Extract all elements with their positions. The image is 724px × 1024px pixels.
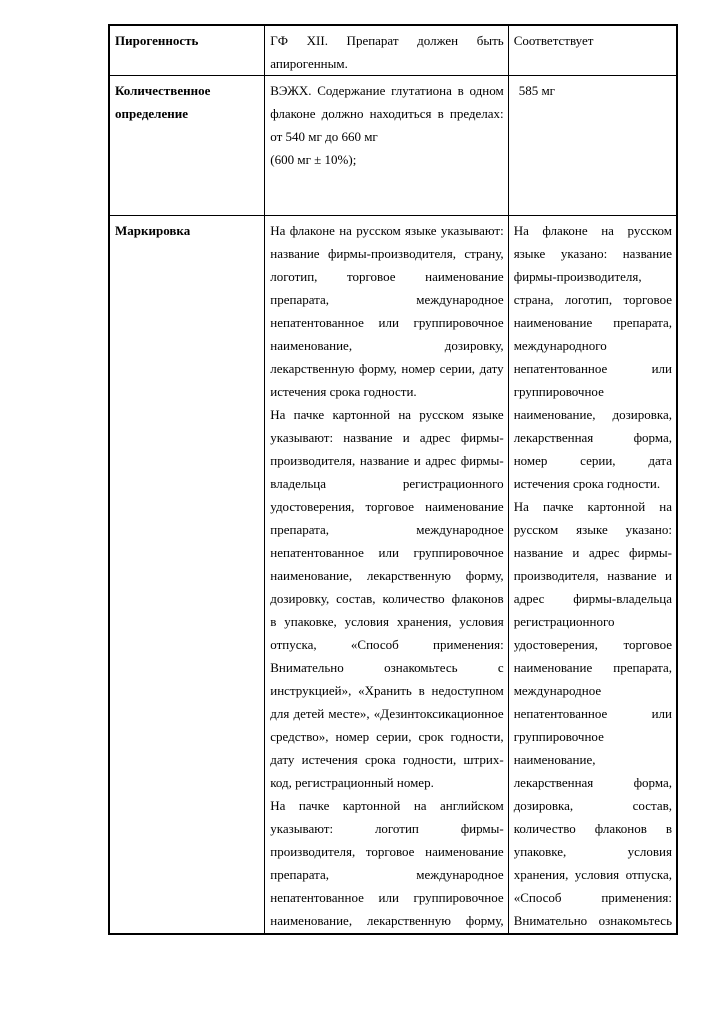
- text-line: производителя, название и адрес фирмы-: [270, 453, 504, 468]
- text-line: препарата, международное: [270, 867, 504, 882]
- text-line: непатентованное или группировочное: [270, 315, 504, 330]
- text-line: количество флаконов в: [513, 821, 672, 836]
- text-line: непатентованное или группировочное: [270, 890, 504, 905]
- text-line: наименование препарата,: [513, 315, 672, 330]
- parameter-name: Маркировка: [109, 216, 265, 934]
- text-line: регистрационного: [513, 614, 615, 629]
- text-line: наименование, лекарственную форму,: [270, 568, 504, 583]
- text-line: наименование, лекарственную форму,: [270, 913, 504, 928]
- text-line: указывают: логотип фирмы-: [270, 821, 504, 836]
- text-line: истечения срока годности.: [270, 384, 417, 399]
- text-line: дозировку, состав, количество флаконов: [270, 591, 504, 606]
- text-line: (600 мг ± 10%);: [270, 152, 357, 167]
- text-line: для детей месте», «Дезинтоксикационное: [270, 706, 504, 721]
- text-line: На флаконе на русском: [513, 223, 672, 238]
- text-line: указывают: название и адрес фирмы-: [270, 430, 504, 445]
- text-line: ВЭЖХ. Содержание глутатиона в одном: [270, 83, 504, 98]
- requirement-text: [265, 76, 508, 216]
- text-line: наименование,: [513, 752, 596, 767]
- text-line: владельца регистрационного: [270, 476, 504, 491]
- text-line: непатентованное или: [513, 361, 672, 376]
- text-line: На флаконе на русском языке указывают:: [270, 223, 504, 238]
- parameter-name-line: Количественное: [115, 83, 211, 98]
- text-line: русском языке указано:: [513, 522, 672, 537]
- specification-table: [108, 24, 678, 935]
- text-line: название и адрес фирмы-: [513, 545, 672, 560]
- text-line: апирогенным.: [270, 56, 348, 71]
- text-line: истечения срока годности.: [513, 476, 661, 491]
- result-text: [508, 25, 677, 76]
- text-line: от 540 мг до 660 мг: [270, 129, 378, 144]
- requirement-text: [265, 216, 508, 934]
- text-line: языке указано: название: [513, 246, 672, 261]
- text-line: На пачке картонной на: [513, 499, 672, 514]
- result-text: [508, 216, 677, 934]
- text-line: страна, логотип, торговое: [513, 292, 672, 307]
- text-line: ГФ XII. Препарат должен быть: [270, 33, 504, 48]
- text-line: инструкцией», «Хранить в недоступном: [270, 683, 504, 698]
- text-line: Соответствует: [513, 33, 594, 48]
- requirement-text: [265, 25, 508, 76]
- text-line: препарата, международное: [270, 522, 504, 537]
- text-line: препарата, международное: [270, 292, 504, 307]
- text-line: код, регистрационный номер.: [270, 775, 434, 790]
- parameter-name: Пирогенность: [109, 25, 265, 76]
- text-line: дозировка, состав,: [513, 798, 672, 813]
- text-line: упаковке, условия: [513, 844, 672, 859]
- text-line: удостоверения, торговое наименование: [270, 499, 504, 514]
- text-line: непатентованное или группировочное: [270, 545, 504, 560]
- text-line: адрес фирмы-владельца: [513, 591, 672, 606]
- text-line: На пачке картонной на английском: [270, 798, 504, 813]
- text-line: международного: [513, 338, 607, 353]
- result-text: [508, 76, 677, 216]
- text-line: флаконе должно находиться в пределах:: [270, 106, 504, 121]
- text-line: 585 мг: [518, 83, 555, 98]
- text-line: наименование, дозировка,: [513, 407, 672, 422]
- table-row-labeling: [109, 216, 677, 934]
- text-line: группировочное: [513, 384, 604, 399]
- text-line: производителя, название и: [513, 568, 672, 583]
- text-line: название фирмы-производителя, страну,: [270, 246, 504, 261]
- text-line: хранения, условия отпуска,: [513, 867, 672, 882]
- text-line: производителя, торговое наименование: [270, 844, 504, 859]
- text-line: номер серии, дата: [513, 453, 672, 468]
- text-line: наименование, дозировку,: [270, 338, 504, 353]
- text-line: отпуска, «Способ применения:: [270, 637, 504, 652]
- text-line: непатентованное или: [513, 706, 672, 721]
- text-line: в упаковке, условия хранения, условия: [270, 614, 504, 629]
- text-line: средство», номер серии, срок годности,: [270, 729, 504, 744]
- text-line: Внимательно ознакомьтесь с: [270, 660, 504, 675]
- text-line: Внимательно ознакомьтесь: [513, 913, 672, 928]
- text-line: лекарственная форма,: [513, 430, 672, 445]
- text-line: «Способ применения:: [513, 890, 672, 905]
- text-line: На пачке картонной на русском языке: [270, 407, 504, 422]
- text-line: наименование препарата,: [513, 660, 672, 675]
- table-row-assay: [109, 76, 677, 216]
- text-line: лекарственную форму, номер серии, дату: [270, 361, 504, 376]
- text-line: удостоверения, торговое: [513, 637, 672, 652]
- text-line: лекарственная форма,: [513, 775, 672, 790]
- parameter-name-line: определение: [115, 106, 188, 121]
- text-line: логотип, торговое наименование: [270, 269, 504, 284]
- text-line: группировочное: [513, 729, 604, 744]
- text-line: фирмы-производителя,: [513, 269, 642, 284]
- text-line: международное: [513, 683, 602, 698]
- text-line: дату истечения срока годности, штрих-: [270, 752, 504, 767]
- table-row-pyrogenicity: [109, 25, 677, 76]
- parameter-name: [109, 76, 265, 216]
